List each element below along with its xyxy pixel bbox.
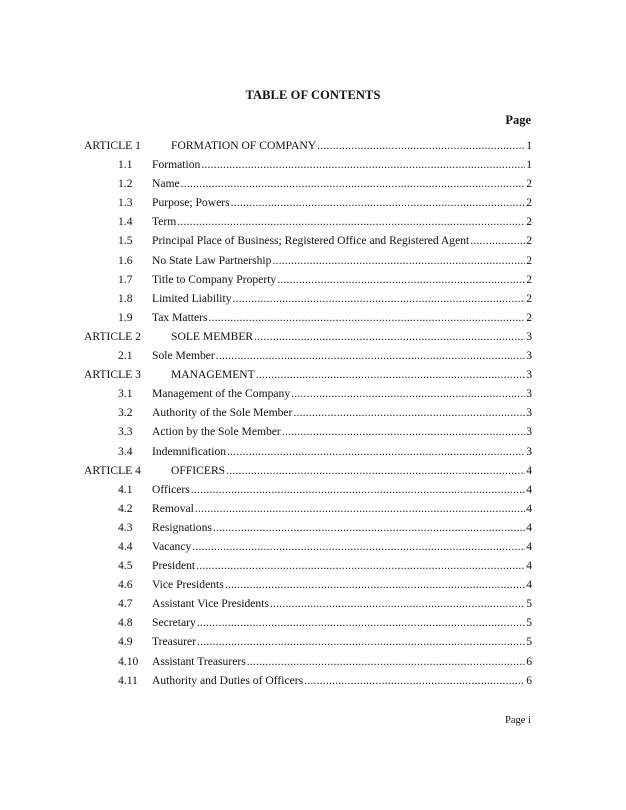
toc-section-row[interactable] <box>0 632 626 651</box>
toc-entry-number: 1.7 <box>118 272 133 286</box>
toc-entry-number: ARTICLE 2 <box>84 329 141 343</box>
toc-entry-page: 3 <box>526 349 532 363</box>
toc-entry-number: 4.1 <box>118 482 133 496</box>
dot-leader <box>233 289 526 308</box>
toc-entry-title: Removal <box>152 501 194 515</box>
toc-entry-number: 4.5 <box>118 559 133 573</box>
toc-section-row[interactable] <box>0 346 626 365</box>
toc-entry-number: 4.6 <box>118 578 133 592</box>
toc-entry-title: Authority and Duties of Officers <box>152 673 304 687</box>
toc-entry-line <box>171 136 532 155</box>
toc-entry-page: 4 <box>526 463 532 477</box>
dot-leader <box>225 575 525 594</box>
toc-section-row[interactable] <box>0 537 626 556</box>
toc-entry-line <box>152 270 532 289</box>
toc-section-row[interactable] <box>0 671 626 690</box>
dot-leader <box>197 632 525 651</box>
toc-entry-page: 6 <box>526 673 532 687</box>
toc-entry-title: Treasurer <box>152 635 197 649</box>
toc-section-row[interactable] <box>0 251 626 270</box>
toc-entry-page: 2 <box>526 272 532 286</box>
toc-entry-title: MANAGEMENT <box>171 368 255 382</box>
toc-entry-page: 6 <box>526 654 532 668</box>
toc-entry-line <box>171 327 532 346</box>
toc-entry-title: Resignations <box>152 520 212 534</box>
toc-entry-number: 4.11 <box>118 673 138 687</box>
toc-entry-number: 4.3 <box>118 520 133 534</box>
toc-entry-line <box>152 594 532 613</box>
toc-entry-line <box>152 671 532 690</box>
toc-entry-number: 4.9 <box>118 635 133 649</box>
toc-article-row[interactable] <box>0 136 626 155</box>
toc-entry-line <box>152 231 532 250</box>
toc-section-row[interactable] <box>0 212 626 231</box>
dot-leader <box>181 174 526 193</box>
toc-entry-page: 4 <box>526 578 532 592</box>
toc-entry-title: Principal Place of Business; Registered Office and Registered Agent <box>152 234 470 248</box>
toc-entry-title: SOLE MEMBER <box>171 329 254 343</box>
dot-leader <box>291 384 525 403</box>
toc-entry-line <box>152 289 532 308</box>
dot-leader <box>272 251 525 270</box>
toc-section-row[interactable] <box>0 384 626 403</box>
dot-leader <box>254 327 525 346</box>
dot-leader <box>304 671 525 690</box>
toc-entry-line <box>152 346 532 365</box>
toc-entry-line <box>152 308 532 327</box>
dot-leader <box>270 594 525 613</box>
dot-leader <box>216 346 525 365</box>
toc-entry-number: 2.1 <box>118 349 133 363</box>
toc-entry-number: 3.3 <box>118 425 133 439</box>
dot-leader <box>247 652 525 671</box>
toc-section-row[interactable] <box>0 174 626 193</box>
toc-entry-number: 1.2 <box>118 177 133 191</box>
toc-entry-number: 4.2 <box>118 501 133 515</box>
toc-entry-line <box>152 403 532 422</box>
toc-entry-number: 1.1 <box>118 158 133 172</box>
toc-entry-page: 3 <box>526 406 532 420</box>
toc-entry-number: 4.8 <box>118 616 133 630</box>
toc-entry-title: Tax Matters <box>152 310 208 324</box>
toc-entry-title: Name <box>152 177 180 191</box>
toc-section-row[interactable] <box>0 270 626 289</box>
toc-entry-line <box>152 518 532 537</box>
toc-entry-number: 4.7 <box>118 597 133 611</box>
toc-entry-page: 3 <box>526 329 532 343</box>
toc-entry-line <box>152 251 532 270</box>
toc-entry-number: 1.8 <box>118 291 133 305</box>
toc-entry-number: ARTICLE 3 <box>84 368 141 382</box>
toc-entry-number: 1.4 <box>118 215 133 229</box>
toc-section-row[interactable] <box>0 518 626 537</box>
toc-article-row[interactable] <box>0 365 626 384</box>
toc-entry-number: 4.4 <box>118 539 133 553</box>
toc-section-row[interactable] <box>0 594 626 613</box>
toc-entry-page: 3 <box>526 444 532 458</box>
toc-entry-line <box>152 422 532 441</box>
toc-entry-page: 3 <box>526 425 532 439</box>
toc-entry-line <box>152 632 532 651</box>
toc-section-row[interactable] <box>0 289 626 308</box>
dot-leader <box>231 193 526 212</box>
toc-entry-page: 3 <box>526 368 532 382</box>
dot-leader <box>317 136 525 155</box>
toc-entry-title: Assistant Treasurers <box>152 654 246 668</box>
toc-entry-page: 1 <box>526 158 532 172</box>
dot-leader <box>470 231 525 250</box>
toc-entry-title: President <box>152 559 196 573</box>
toc-entry-line <box>152 480 532 499</box>
dot-leader <box>192 537 525 556</box>
toc-list <box>0 136 626 690</box>
toc-entry-line <box>152 613 532 632</box>
toc-entry-page: 4 <box>526 482 532 496</box>
toc-section-row[interactable] <box>0 480 626 499</box>
toc-title: TABLE OF CONTENTS <box>245 88 381 102</box>
dot-leader <box>209 308 526 327</box>
toc-section-row[interactable] <box>0 613 626 632</box>
toc-section-row[interactable] <box>0 403 626 422</box>
toc-entry-number: ARTICLE 1 <box>84 139 141 152</box>
toc-section-row[interactable] <box>0 155 626 174</box>
toc-entry-page: 1 <box>526 139 532 152</box>
toc-entry-page: 2 <box>526 177 532 191</box>
toc-entry-line <box>152 556 532 575</box>
dot-leader <box>191 480 525 499</box>
toc-entry-title: FORMATION OF COMPANY <box>171 139 317 152</box>
toc-section-row[interactable] <box>0 556 626 575</box>
toc-entry-line <box>152 537 532 556</box>
toc-section-row[interactable] <box>0 231 626 250</box>
toc-entry-page: 3 <box>526 387 532 401</box>
dot-leader <box>293 403 525 422</box>
dot-leader <box>226 461 525 480</box>
toc-entry-number: 4.10 <box>118 654 139 668</box>
toc-entry-title: Assistant Vice Presidents <box>152 597 269 611</box>
toc-section-row[interactable] <box>0 422 626 441</box>
toc-entry-page: 5 <box>526 597 532 611</box>
toc-entry-page: 5 <box>526 616 532 630</box>
toc-entry-line <box>152 174 532 193</box>
dot-leader <box>277 270 525 289</box>
dot-leader <box>201 155 525 174</box>
toc-entry-page: 2 <box>526 215 532 229</box>
toc-section-row[interactable] <box>0 308 626 327</box>
toc-entry-title: Indemnification <box>152 444 227 458</box>
toc-entry-page: 2 <box>526 291 532 305</box>
toc-section-row[interactable] <box>0 575 626 594</box>
toc-section-row[interactable] <box>0 652 626 671</box>
toc-entry-page: 5 <box>526 635 532 649</box>
toc-entry-number: 1.5 <box>118 234 133 248</box>
toc-entry-number: 1.3 <box>118 196 133 210</box>
dot-leader <box>213 518 525 537</box>
toc-entry-line <box>152 499 532 518</box>
toc-article-row[interactable] <box>0 461 626 480</box>
toc-entry-number: ARTICLE 4 <box>84 463 141 477</box>
dot-leader <box>256 365 525 384</box>
toc-entry-title: Purpose; Powers <box>152 196 230 210</box>
toc-entry-title: Action by the Sole Member <box>152 425 281 439</box>
toc-entry-title: Secretary <box>152 616 196 630</box>
toc-entry-title: Title to Company Property <box>152 272 277 286</box>
page-column-heading: Page <box>505 113 531 127</box>
toc-section-row[interactable] <box>0 499 626 518</box>
toc-entry-page: 2 <box>526 253 532 267</box>
page-footer: Page i <box>505 715 531 726</box>
toc-entry-line <box>171 365 532 384</box>
toc-entry-title: OFFICERS <box>171 463 226 477</box>
toc-section-row[interactable] <box>0 193 626 212</box>
toc-entry-page: 4 <box>526 501 532 515</box>
dot-leader <box>197 613 525 632</box>
toc-entry-title: Authority of the Sole Member <box>152 406 293 420</box>
toc-entry-line <box>171 461 532 480</box>
toc-entry-number: 1.6 <box>118 253 133 267</box>
toc-article-row[interactable] <box>0 327 626 346</box>
toc-entry-number: 3.4 <box>118 444 133 458</box>
toc-entry-title: Officers <box>152 482 190 496</box>
toc-entry-line <box>152 155 532 174</box>
dot-leader <box>177 212 525 231</box>
toc-entry-page: 2 <box>526 196 532 210</box>
toc-entry-number: 3.2 <box>118 406 133 420</box>
toc-entry-number: 1.9 <box>118 310 133 324</box>
toc-entry-title: Term <box>152 215 177 229</box>
dot-leader <box>282 422 525 441</box>
toc-entry-page: 4 <box>526 520 532 534</box>
toc-section-row[interactable] <box>0 442 626 461</box>
toc-entry-title: Management of the Company <box>152 387 291 401</box>
toc-entry-line <box>152 652 532 671</box>
dot-leader <box>227 442 525 461</box>
toc-entry-title: Vacancy <box>152 539 192 553</box>
toc-entry-line <box>152 442 532 461</box>
toc-entry-title: Formation <box>152 158 201 172</box>
toc-entry-line <box>152 193 532 212</box>
toc-entry-number: 3.1 <box>118 387 133 401</box>
toc-entry-title: Limited Liability <box>152 291 232 305</box>
toc-entry-title: Vice Presidents <box>152 578 224 592</box>
dot-leader <box>196 556 525 575</box>
toc-entry-page: 2 <box>526 310 532 324</box>
toc-entry-line <box>152 384 532 403</box>
toc-entry-line <box>152 212 532 231</box>
toc-entry-title: No State Law Partnership <box>152 253 272 267</box>
toc-entry-line <box>152 575 532 594</box>
toc-entry-page: 4 <box>526 539 532 553</box>
toc-entry-title: Sole Member <box>152 349 215 363</box>
toc-entry-page: 4 <box>526 559 532 573</box>
toc-entry-page: 2 <box>526 234 532 248</box>
dot-leader <box>195 499 525 518</box>
